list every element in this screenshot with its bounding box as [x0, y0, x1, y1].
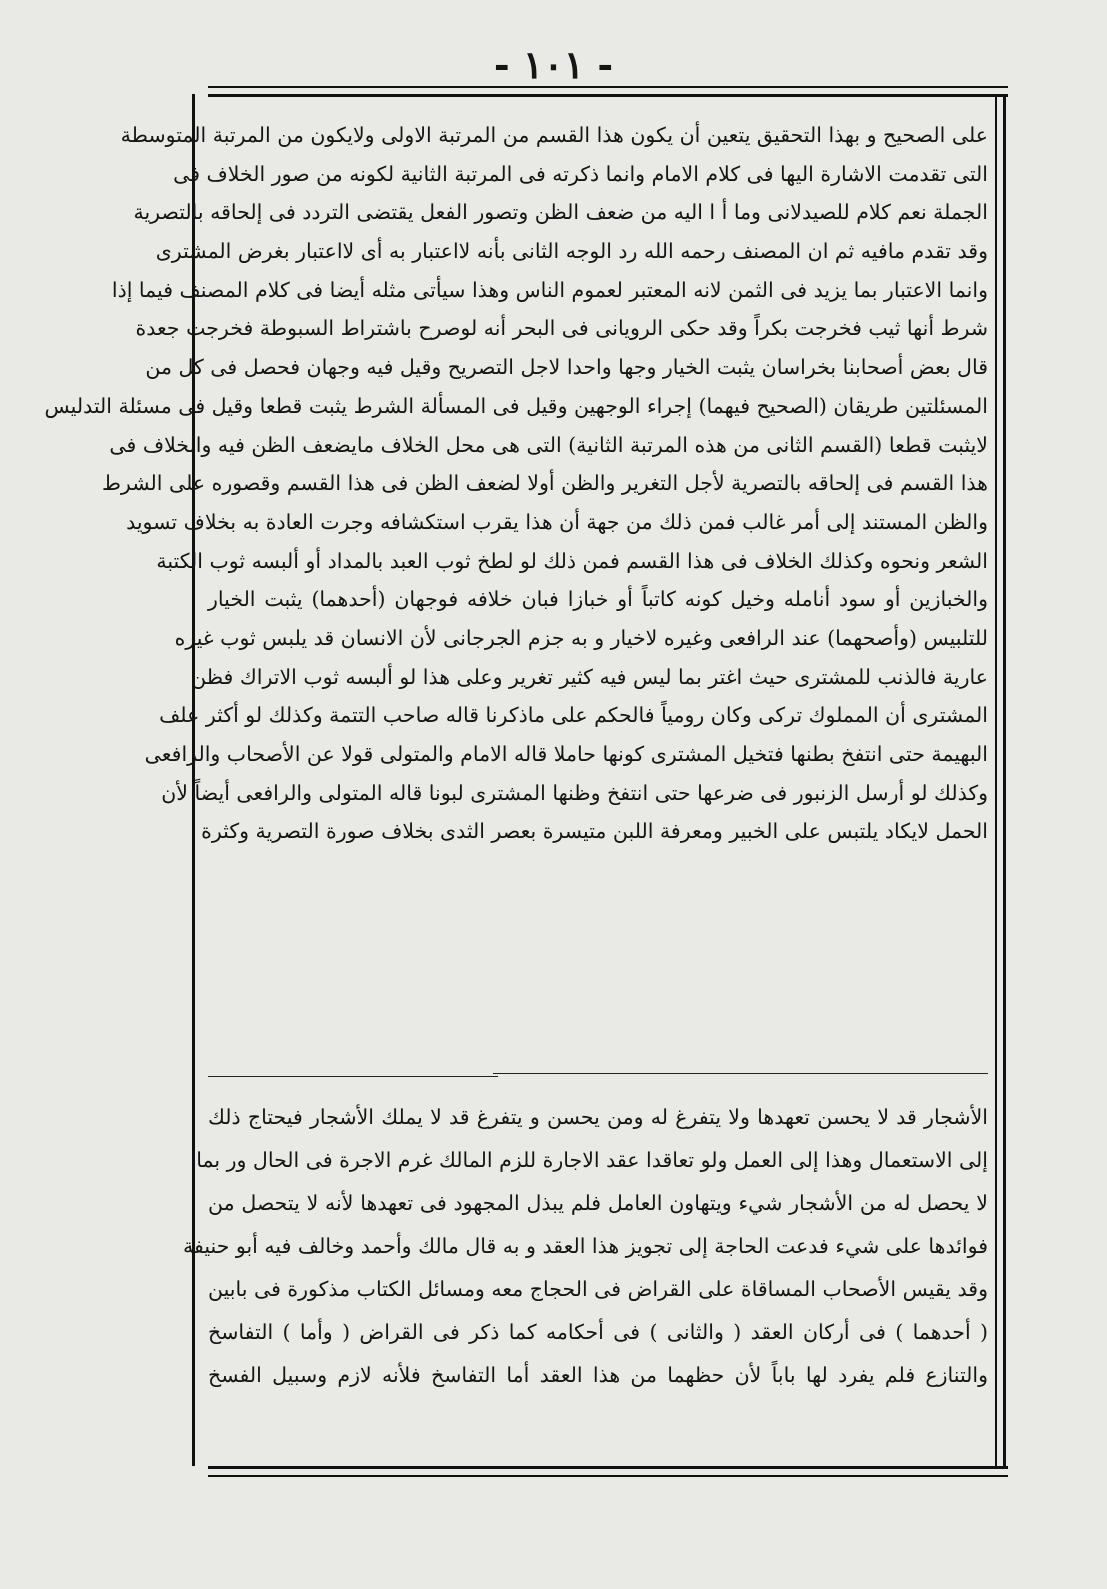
footnote-text-line: ( أحدهما ) فى أركان العقد ( والثانى ) فى أحكامه كما ذكر فى القراض ( وأما ) التفاسخ	[208, 1320, 988, 1344]
footnote-text-block	[182, 1096, 988, 1397]
footnote-text-line: وقد يقيس الأصحاب المساقاة على القراض فى الحجاج معه ومسائل الكتاب مذكورة فى بابين	[208, 1277, 988, 1301]
footnote-text-line: والتنازع فلم يفرد لها باباً لأن حظهما من هذا العقد أما التفاسخ فلأنه لازم وسبيل الفسخ	[208, 1363, 988, 1387]
main-text-line: والظن المستند إلى أمر غالب فمن ذلك من جهة أن هذا يقرب استكشافه وجرت العادة به بخلاف تسويد	[126, 509, 988, 534]
footnote-text-line: إلى الاستعمال وهذا إلى العمل ولو تعاقدا عقد الاجارة للزم المالك غرم الاجرة فى الحال ور بما	[196, 1148, 988, 1172]
footnote-separator-rule-short	[208, 1076, 498, 1077]
main-text-line: والخبازين أو سود أنامله وخيل كونه كاتباً أو خبازا فبان خلافه فوجهان (أحدهما) يثبت الخيار	[208, 587, 988, 612]
footnote-text-line: فوائدها على شيء فدعت الحاجة إلى تجويز هذا العقد و به قال مالك وأحمد وخالف فيه أبو حنيفة	[182, 1234, 988, 1258]
right-border-rule	[995, 94, 1006, 1466]
bottom-double-rule	[208, 1466, 1008, 1477]
top-double-rule	[208, 86, 1008, 97]
main-text-line: وقد تقدم مافيه ثم ان المصنف رحمه الله رد الوجه الثانى بأنه لااعتبار به أى لااعتبار بغرض المشترى	[155, 239, 988, 264]
main-text-line: الشعر ونحوه وكذلك الخلاف فى هذا القسم فمن ذلك لو لطخ ثوب العبد بالمداد أو ألبسه ثوب الكتبة	[156, 548, 988, 573]
footnote-text-line: لا يحصل له من الأشجار شيء ويتهاون العامل فلم يبذل المجهود فى تعهدها لأنه لا يتحصل من	[208, 1191, 988, 1215]
main-text-line: وكذلك لو أرسل الزنبور فى ضرعها حتى انتفخ وظنها المشترى لبونا قاله المتولى والرافعى أيضاً لأن	[161, 780, 988, 805]
main-text-line: المسئلتين طريقان (الصحيح فيهما) إجراء الوجهين وقيل فى المسألة الشرط يثبت قطعا وقيل فى مسئلة التدليس	[44, 393, 988, 418]
page-frame	[44, 86, 1008, 1476]
main-text-line: شرط أنها ثيب فخرجت بكراً وقد حكى الرويانى فى البحر أنه لوصرح باشتراط السبوطة فخرجت جعدة	[135, 316, 988, 341]
main-text-line: الحمل لايكاد يلتبس على الخبير ومعرفة اللبن متيسرة بعصر الثدى بخلاف صورة التصرية وكثرة	[201, 819, 988, 844]
main-text-line: على الصحيح و بهذا التحقيق يتعين أن يكون هذا القسم من المرتبة الاولى ولايكون من المرتبة المتوسطة	[120, 123, 988, 147]
page-number: - ١٠١ -	[493, 42, 614, 87]
footnote-text-line: الأشجار قد لا يحسن تعهدها ولا يتفرغ له ومن يحسن و يتفرغ قد لا يملك الأشجار فيحتاج ذلك	[208, 1105, 988, 1129]
main-text-line: وانما الاعتبار بما يزيد فى الثمن لانه المعتبر لعموم الناس وهذا سيأتى مثله أيضا فى كلام المصنف فيما إذا	[111, 277, 988, 302]
footnote-separator-rule	[493, 1073, 988, 1074]
main-text-line: البهيمة حتى انتفخ بطنها فتخيل المشترى كونها حاملا قاله الامام والمتولى قولا عن الأصحاب والرافعى	[144, 742, 988, 766]
main-text-line: قال بعض أصحابنا بخراسان يثبت الخيار وجها واحدا لاجل التصريح وقيل فيه وجهان فحصل فى كل من	[145, 355, 988, 380]
main-text-block	[44, 116, 988, 851]
main-text-line: الجملة نعم كلام للصيدلانى وما أ ا اليه من ضعف الظن وتصور الفعل يقتضى التردد فى إلحاقه بالتصرية	[133, 200, 988, 225]
main-text-line: للتلبيس (وأصحهما) عند الرافعى وغيره لاخيار و به جزم الجرجانى لأن الانسان قد يلبس ثوب غيره	[174, 625, 988, 650]
main-text-line: هذا القسم فى إلحاقه بالتصرية لأجل التغرير والظن أولا لضعف الظن فى هذا القسم وقصوره على الشرط	[101, 471, 988, 496]
main-text-line: التى تقدمت الاشارة اليها فى كلام الامام وانما ذكرته فى المرتبة الثانية لكونه من صور الخلاف فى	[173, 161, 988, 186]
main-text-line: لايثبت قطعا (القسم الثانى من هذه المرتبة الثانية) التى هى محل الخلاف مايضعف الظن فيه والخلاف فى	[109, 432, 988, 457]
main-text-line: المشترى أن المملوك تركى وكان رومياً فالحكم على ماذكرنا قاله صاحب التتمة وكذلك لو أكثر علف	[159, 703, 988, 728]
main-text-line: عارية فالذنب للمشترى حيث اغتر بما ليس فيه كثير تغرير وعلى هذا لو ألبسه ثوب الاتراك فظن	[191, 664, 988, 689]
